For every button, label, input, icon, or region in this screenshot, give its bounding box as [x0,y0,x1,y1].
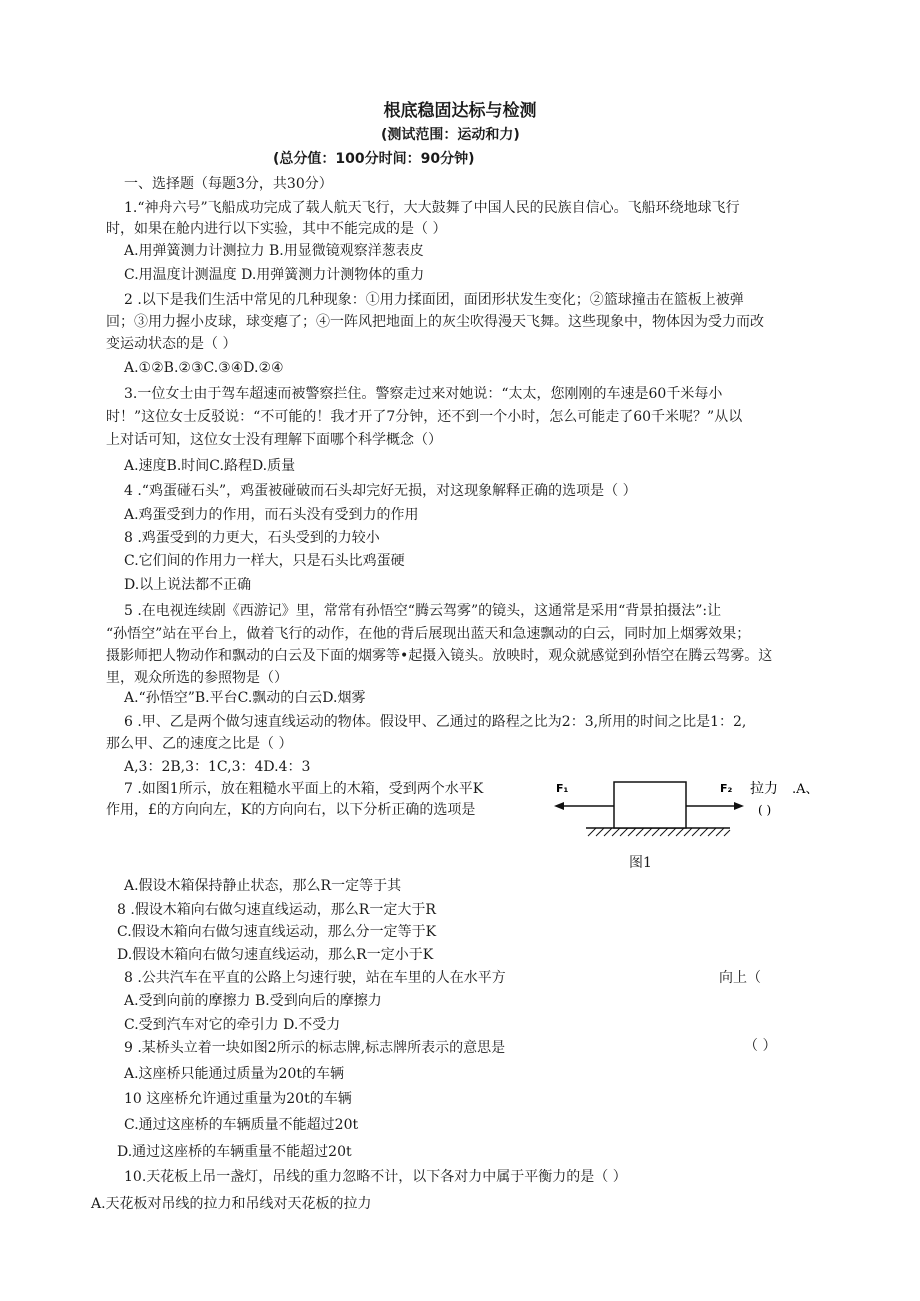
text-line: （ ） [744,1038,777,1054]
text-line: 里，观众所选的参照物是（） [106,670,288,686]
figure-1-caption: 图1 [629,855,652,871]
text-line: 8 .公共汽车在平直的公路上匀速行驶，站在车里的人在水平方 [124,970,506,986]
text-line: D.假设木箱向右做匀速直线运动，那么R一定小于K [117,947,434,963]
text-line: C.通过这座桥的车辆质量不能超过20t [124,1117,359,1133]
force-f2-label: F₂ [720,782,733,795]
force-f1-label: F₁ [556,782,569,795]
text-line: 上对话可知，这位女士没有理解下面哪个科学概念（） [106,432,442,448]
text-line: 9 .某桥头立着一块如图2所示的标志牌,标志牌所表示的意思是 [124,1040,506,1056]
text-line: A.受到向前的摩擦力 B.受到向后的摩擦力 [124,993,382,1009]
wooden-box [614,782,686,828]
force-side-bracket: ( ) [758,803,772,817]
text-line: 4 .“鸡蛋碰石头”，鸡蛋被碰破而石头却完好无损，对这现象解释正确的选项是（ ） [124,483,637,499]
text-line: A.假设木箱保持静止状态，那么R一定等于其 [124,878,402,894]
text-line: A.这座桥只能通过质量为20t的车辆 [124,1066,345,1082]
text-line: C.假设木箱向右做匀速直线运动，那么分一定等于K [117,924,437,940]
text-line: 向上（ [719,970,761,986]
text-line: A.天花板对吊线的拉力和吊线对天花板的拉力 [91,1196,372,1212]
text-line: A.①②B.②③C.③④D.②④ [124,360,284,376]
text-line: 摄影师把人物动作和飘动的白云及下面的烟雾等•起摄入镜头。放映时，观众就感觉到孙悟空在腾云驾雾。这 [106,648,773,664]
text-line: D.以上说法都不正确 [124,577,252,593]
score-time: (总分值：100分时间：90分钟) [273,151,475,167]
text-line: 作用，£的方向向左，K的方向向右，以下分析正确的选项是 [106,802,476,818]
text-line: 7 .如图1所示，放在粗糙水平面上的木箱，受到两个水平K [124,781,484,797]
ground-hatch [588,828,730,836]
force-side-text: 拉力 [750,781,778,797]
text-line: D.通过这座桥的车辆重量不能超过20t [117,1144,352,1160]
text-line: 那么甲、乙的速度之比是（ ） [106,736,293,752]
text-line: 1.“神舟六号”飞船成功完成了载人航天飞行，大大鼓舞了中国人民的民族自信心。飞船环绕地球飞行 [124,200,740,216]
figure-1 [552,776,832,850]
text-line: A.鸡蛋受到力的作用，而石头没有受到力的作用 [124,507,419,523]
text-line: 3.一位女士由于驾车超速而被警察拦住。警察走过来对她说：“太太，您刚刚的车速是60千米每小 [124,386,723,402]
text-line: 2 .以下是我们生活中常见的几种现象：①用力揉面团，面团形状发生变化；②篮球撞击在篮板上被弹 [124,292,744,308]
force-diagram [552,776,832,846]
text-line: A,3：2B,3：1C,3：4D.4：3 [124,759,311,775]
text-line: C.用温度计测温度 D.用弹簧测力计测物体的重力 [124,267,425,283]
test-scope: (测试范围：运动和力) [381,127,520,143]
force-side-text-2: .A、 [792,782,819,797]
text-line: 8 .鸡蛋受到的力更大，石头受到的力较小 [124,530,380,546]
text-line: C.受到汽车对它的牵引力 D.不受力 [124,1017,341,1033]
text-line: A.用弹簧测力计测拉力 B.用显微镜观察洋葱表皮 [124,243,424,259]
page-title: 根底稳固达标与检测 [383,101,537,121]
text-line: 变运动状态的是（ ） [106,336,237,352]
text-line: C.它们间的作用力一样大，只是石头比鸡蛋硬 [124,553,405,569]
force-f2-arrowhead [734,802,744,810]
text-line: 时！”这位女士反驳说：“不可能的！我才开了7分钟，还不到一个小时，怎么可能走了60千米呢？”从以 [106,409,743,425]
text-line: 10.天花板上吊一盏灯，吊线的重力忽略不计，以下各对力中属于平衡力的是（ ） [124,1169,627,1185]
text-line: 一、选择题（每题3分，共30分） [124,176,333,192]
text-line: 10 这座桥允许通过重量为20t的车辆 [124,1091,352,1107]
text-line: A.速度B.时间C.路程D.质量 [124,458,296,474]
text-line: 8 .假设木箱向右做匀速直线运动，那么R一定大于R [117,902,436,918]
text-line: 5 .在电视连续剧《西游记》里，常常有孙悟空“腾云驾雾”的镜头，这通常是采用“背景拍摄法”:让 [124,603,722,619]
force-f1-arrowhead [554,802,564,810]
text-line: 时，如果在舱内进行以下实验，其中不能完成的是（ ） [106,221,447,237]
text-line: A.“孙悟空”B.平台C.飘动的白云D.烟雾 [124,690,366,706]
text-line: 回；③用力握小皮球，球变瘪了；④一阵风把地面上的灰尘吹得漫天飞舞。这些现象中，物体因为受力而改 [106,314,764,330]
text-line: “孙悟空”站在平台上，做着飞行的动作，在他的背后展现出蓝天和急速飘动的白云，同时加上烟雾效果； [106,626,751,642]
text-line: 6 .甲、乙是两个做匀速直线运动的物体。假设甲、乙通过的路程之比为2：3,所用的时间之比是1：2, [124,714,747,730]
